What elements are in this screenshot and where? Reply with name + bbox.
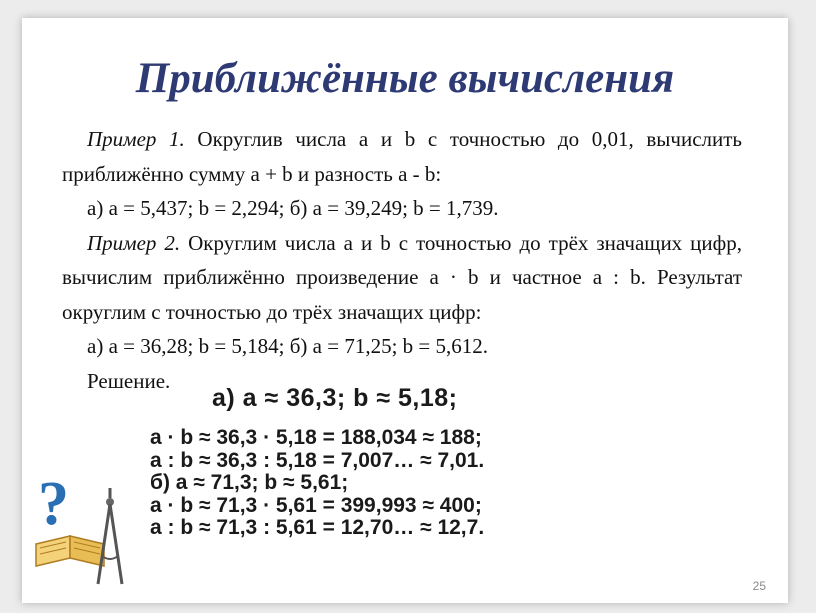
slide-body bbox=[62, 122, 742, 398]
solution-line: б) a ≈ 71,3; b ≈ 5,61; bbox=[150, 471, 349, 494]
slide bbox=[22, 18, 788, 603]
example2-cases: а) a = 36,28; b = 5,184; б) a = 71,25; b = 5,612. bbox=[87, 334, 489, 358]
solution-line: a · b ≈ 36,3 · 5,18 = 188,034 ≈ 188; bbox=[150, 426, 482, 449]
solution-label: Решение. bbox=[87, 368, 171, 393]
example1-text: Округлив числа a и b с точностью до 0,01, вычислить приближённо сумму a + b и разность a - b: bbox=[62, 127, 742, 186]
solution-lines bbox=[150, 427, 484, 540]
example1-cases: а) a = 5,437; b = 2,294; б) a = 39,249; b = 1,739. bbox=[87, 196, 499, 220]
solution-line: a · b ≈ 71,3 · 5,61 = 399,993 ≈ 400; bbox=[150, 493, 482, 517]
example2-paragraph bbox=[62, 226, 742, 330]
slide-title: Приближённые вычисления bbox=[135, 55, 675, 102]
page-number: 25 bbox=[752, 579, 766, 593]
compass-arc bbox=[102, 556, 118, 559]
compass-leg-right bbox=[110, 504, 122, 584]
solution-line: a : b ≈ 36,3 : 5,18 = 7,007… ≈ 7,01. bbox=[150, 448, 485, 472]
solution-line: a : b ≈ 71,3 : 5,61 = 12,70… ≈ 12,7. bbox=[150, 516, 485, 539]
example1-paragraph bbox=[62, 122, 742, 191]
example2-text: Округлим числа a и b с точностью до трёх значащих цифр, вычислим приближённо произведение a · b и частное a : b. Результат округлим с точностью до трёх значащих цифр: bbox=[62, 230, 743, 324]
question-mark: ? bbox=[38, 470, 69, 538]
example2-label: Пример 2. bbox=[87, 230, 181, 255]
solution-first-line: а) a ≈ 36,3; b ≈ 5,18; bbox=[212, 384, 458, 412]
example1-label: Пример 1. bbox=[87, 127, 185, 151]
question-book-compass-icon bbox=[32, 466, 127, 591]
